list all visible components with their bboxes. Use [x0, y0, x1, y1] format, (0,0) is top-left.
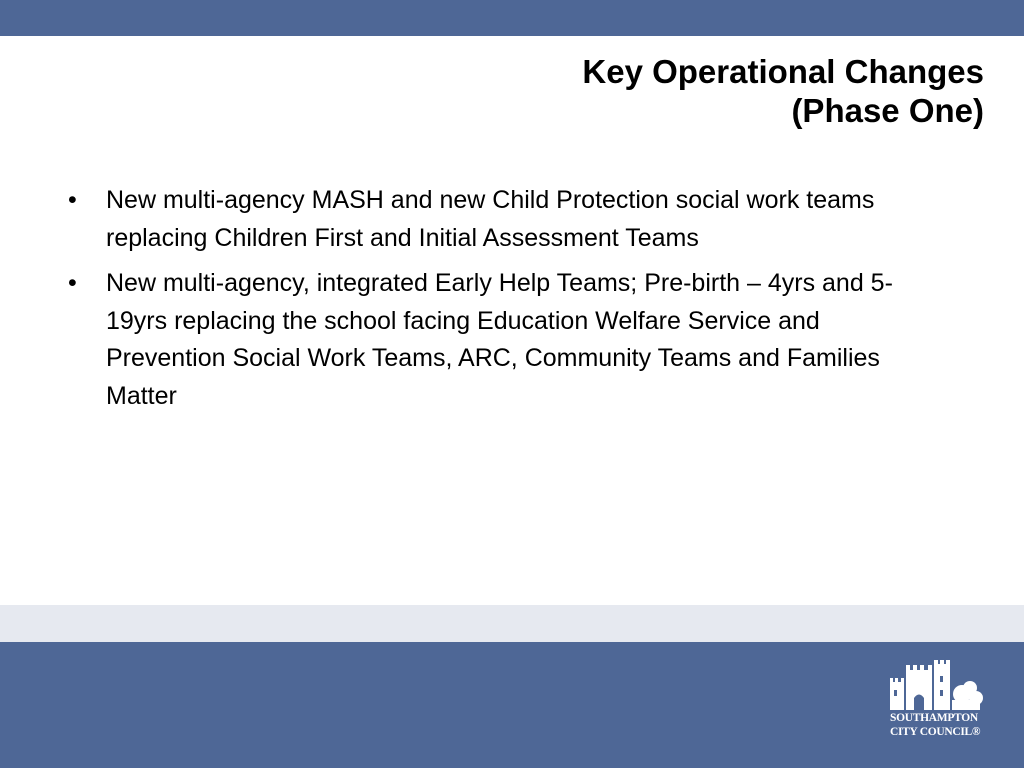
bullet-item: [66, 182, 946, 257]
footer-band: [0, 642, 1024, 768]
council-logo: [884, 660, 984, 746]
footer-light-band: [0, 605, 1024, 642]
bullet-icon: •: [68, 269, 77, 297]
logo-text-line-2: CITY COUNCIL®: [890, 726, 981, 738]
title-line-1: Key Operational Changes: [582, 53, 984, 90]
bullet-list: [66, 182, 946, 423]
slide-title: [284, 52, 984, 130]
bullet-text: New multi-agency, integrated Early Help Teams; Pre-birth – 4yrs and 5-19yrs replacing the school facing Education Welfare Service and Prevention Social Work Teams, ARC, Community Teams and Families Matter: [106, 269, 893, 410]
top-banner: [0, 0, 1024, 36]
title-line-2: (Phase One): [791, 92, 984, 129]
bullet-text: New multi-agency MASH and new Child Protection social work teams replacing Children First and Initial Assessment Teams: [106, 186, 875, 252]
bullet-icon: •: [68, 186, 77, 214]
castle-icon: [884, 660, 984, 712]
logo-text-line-1: SOUTHAMPTON: [890, 712, 978, 724]
bullet-item: [66, 265, 946, 415]
